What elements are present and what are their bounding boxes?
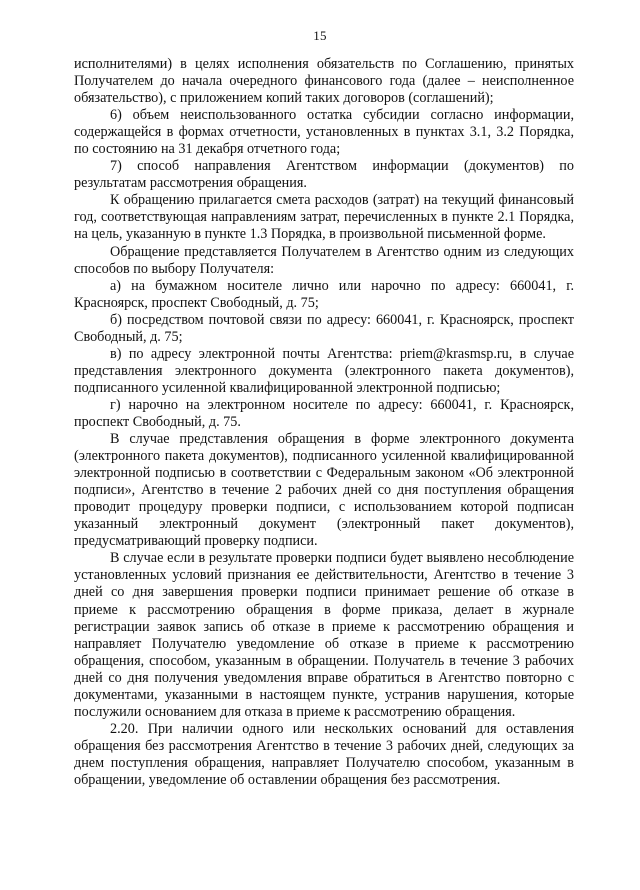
page-number: 15 xyxy=(313,28,327,43)
paragraph-submission-methods: Обращение представляется Получателем в Агентство одним из следующих способов по выбору Получателя: xyxy=(74,243,574,277)
document-body xyxy=(74,56,574,789)
paragraph-item-7: 7) способ направления Агентством информации (документов) по результатам рассмотрения обращения. xyxy=(74,158,574,192)
paragraph-refusal: В случае если в результате проверки подписи будет выявлено несоблюдение установленных условий признания ее действительности, Агентство в течение 3 дней со дня завершения проверки подписи принимает решение об отказе в приеме к рассмотрению обращения в форме приказа, делает в журнале регистрации заявок запись об отказе в приеме к рассмотрению обращения и направляет Получателю уведомление об отказе в приеме к рассмотрению обращения, способом, указанным в обращении. Получатель в течение 3 рабочих дней со дня получения уведомления вправе обратиться в Агентство повторно с документами, указанными в настоящем пункте, устранив нарушения, которые послужили основанием для отказа в приеме к рассмотрению обращения. xyxy=(74,550,574,720)
paragraph-method-g: г) нарочно на электронном носителе по адресу: 660041, г. Красноярск, проспект Свободный, д. 75. xyxy=(74,396,574,430)
paragraph-estimate: К обращению прилагается смета расходов (затрат) на текущий финансовый год, соответствующая направлениям затрат, перечисленных в пункте 2.1 Порядка, на цель, указанную в пункте 1.3 Порядка, в произвольной письменной форме. xyxy=(74,192,574,243)
paragraph-2-20: 2.20. При наличии одного или нескольких оснований для оставления обращения без рассмотрения Агентство в течение 3 рабочих дней, следующих за днем поступления обращения, направляет Получателю способом, указанным в обращении, уведомление об оставлении обращения без рассмотрения. xyxy=(74,720,574,788)
paragraph-method-a: а) на бумажном носителе лично или нарочно по адресу: 660041, г. Красноярск, проспект Свободный, д. 75; xyxy=(74,277,574,311)
paragraph-continuation: исполнителями) в целях исполнения обязательств по Соглашению, принятых Получателем до начала очередного финансового года (далее – неисполненное обязательство), с приложением копий таких договоров (соглашений); xyxy=(74,56,574,107)
paragraph-electronic-signature-check: В случае представления обращения в форме электронного документа (электронного пакета документов), подписанного усиленной квалифицированной электронной подписью в соответствии с Федеральным законом «Об электронной подписи», Агентство в течение 2 рабочих дней со дня поступления обращения проводит процедуру проверки подписи, с использованием которой подписан указанный электронный документ (электронный пакет документов), предусматривающий проверку подписи. xyxy=(74,431,574,550)
paragraph-item-6: 6) объем неиспользованного остатка субсидии согласно информации, содержащейся в формах отчетности, установленных в пунктах 3.1, 3.2 Порядка, по состоянию на 31 декабря отчетного года; xyxy=(74,107,574,158)
paragraph-method-b: б) посредством почтовой связи по адресу: 660041, г. Красноярск, проспект Свободный, д. 75; xyxy=(74,311,574,345)
paragraph-method-v: в) по адресу электронной почты Агентства: priem@krasmsp.ru, в случае представления электронного документа (электронного пакета документов), подписанного усиленной квалифицированной электронной подписью; xyxy=(74,345,574,396)
